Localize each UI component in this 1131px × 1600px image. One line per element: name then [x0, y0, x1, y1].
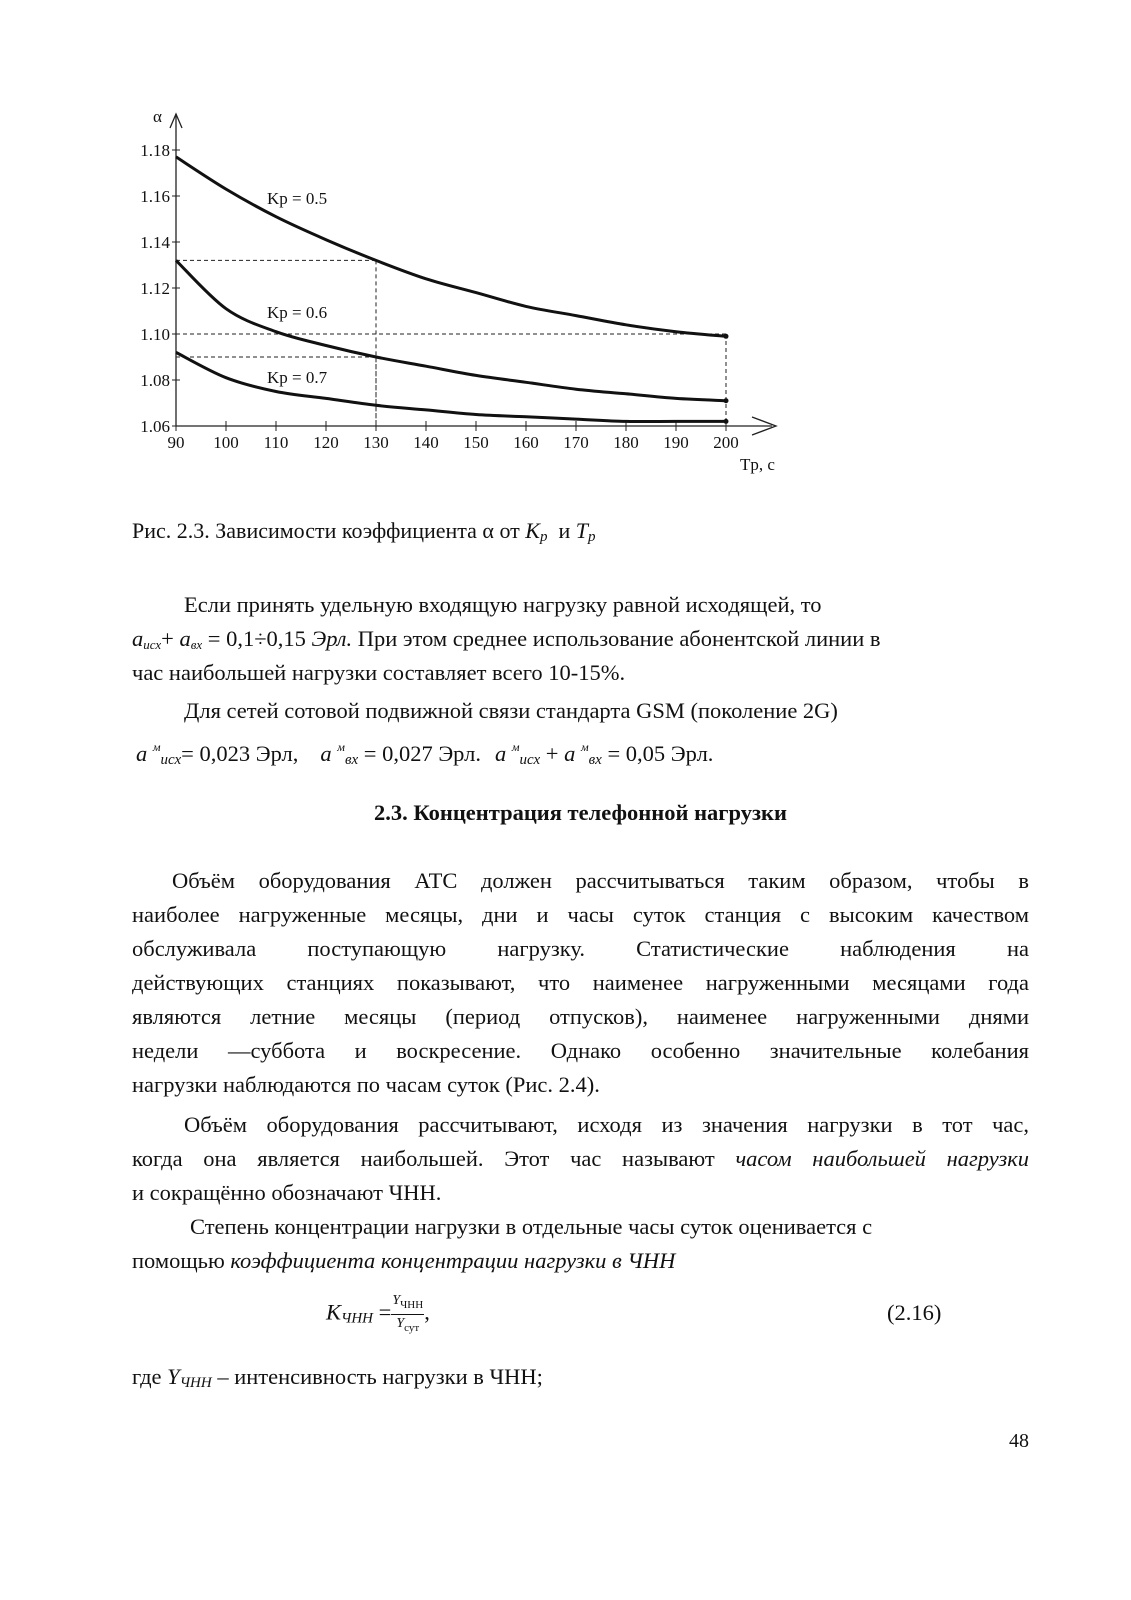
figure-caption	[132, 518, 596, 546]
y-tick-label: 1.06	[140, 417, 170, 436]
para1-line3: час наибольшей нагрузки составляет всего 10-15%.	[132, 660, 626, 685]
para4-line2	[132, 1142, 1029, 1176]
formula-eq: =	[373, 1299, 392, 1325]
chart-tick-labels	[140, 141, 739, 452]
series-label-kp-07: Kр = 0.7	[267, 368, 328, 387]
para4-term: часом наибольшей нагрузки	[735, 1146, 1029, 1171]
para5-line2-text: помощью	[132, 1248, 231, 1273]
x-tick-label: 140	[413, 433, 439, 452]
chart-curves	[176, 157, 729, 424]
f3-sub2: вх	[588, 752, 602, 768]
x-tick-label: 90	[167, 433, 185, 452]
formula-den-sub: сут	[404, 1321, 420, 1334]
a-sub-out: исх	[143, 637, 162, 652]
para3-line4: действующих станциях показывают, что наименее нагруженными месяцами года	[132, 970, 1029, 995]
para5-term: коэффициента концентрации нагрузки в ЧНН	[230, 1248, 676, 1273]
formula-k-sub: ЧНН	[341, 1310, 374, 1327]
f1-value: = 0,023 Эрл,	[181, 741, 299, 766]
para1-line1: Если принять удельную входящую нагрузку равной исходящей, то	[184, 592, 822, 617]
formula-k: K	[326, 1299, 342, 1325]
equation-value: = 0,1÷0,15	[202, 626, 312, 651]
formula-k-chnn	[326, 1292, 430, 1337]
where-rest: – интенсивность нагрузки в ЧНН;	[211, 1364, 543, 1389]
para2-line1: Для сетей сотовой подвижной связи стандарта GSM (поколение 2G)	[184, 698, 838, 723]
plus-sign: +	[161, 626, 180, 651]
a-var: a	[132, 626, 144, 651]
series-label-kp-06: Kр = 0.6	[267, 303, 328, 322]
formula-comma: ,	[424, 1299, 430, 1325]
formula-num-sub: ЧНН	[400, 1298, 424, 1311]
para5-line1: Степень концентрации нагрузки в отдельные часы суток оценивается с	[190, 1214, 873, 1239]
para5-line2	[132, 1244, 675, 1278]
para3-line1: Объём оборудования АТС должен рассчитываться таким образом, чтобы в	[172, 868, 1029, 893]
para4-line1: Объём оборудования рассчитывают, исходя из значения нагрузки в тот час,	[184, 1112, 1029, 1137]
y-tick-label: 1.18	[140, 141, 170, 160]
curve-end-point	[724, 398, 729, 403]
para3-line7: нагрузки наблюдаются по часам суток (Рис. 2.4).	[132, 1072, 600, 1097]
para3-line6: недели —суббота и воскресение. Однако особенно значительные колебания	[132, 1038, 1029, 1063]
where-line	[132, 1360, 543, 1400]
y-tick-label: 1.14	[140, 233, 170, 252]
para3-line3: обслуживала поступающую нагрузку. Статистические наблюдения на	[132, 936, 1029, 961]
caption-k: K	[525, 518, 540, 543]
curve-kp-7	[176, 352, 726, 421]
x-tick-label: 120	[313, 433, 339, 452]
page-number: 48	[1009, 1430, 1029, 1452]
y-tick-label: 1.08	[140, 371, 170, 390]
caption-t: T	[575, 518, 588, 543]
alpha-dependency-chart	[120, 100, 800, 480]
where-y: Y	[167, 1364, 180, 1389]
f3-sub: исх	[519, 752, 541, 768]
para4-line3: и сокращённо обозначают ЧНН.	[132, 1180, 442, 1205]
curve-end-point	[724, 334, 729, 339]
y-tick-label: 1.12	[140, 279, 170, 298]
f2-a: a	[320, 741, 338, 766]
x-tick-label: 190	[663, 433, 689, 452]
gsm-formulas	[136, 730, 713, 777]
x-tick-label: 160	[513, 433, 539, 452]
f3-a: a	[494, 741, 512, 766]
a-sub-in: вх	[190, 637, 203, 652]
unit-erl: Эрл.	[311, 626, 353, 651]
curve-kp-5	[176, 157, 726, 336]
f1-sup: м	[152, 740, 161, 754]
x-tick-label: 180	[613, 433, 639, 452]
series-label-kp-05: Kр = 0.5	[267, 189, 328, 208]
caption-k-sub: р	[539, 529, 548, 545]
y-tick-label: 1.16	[140, 187, 170, 206]
y-tick-label: 1.10	[140, 325, 170, 344]
curve-end-point	[724, 419, 729, 424]
para4-line2-text: когда она является наибольшей. Этот час называют	[132, 1146, 736, 1171]
para3-line5: являются летние месяцы (период отпусков), наименее нагруженными днями	[132, 1004, 1029, 1029]
x-tick-label: 100	[213, 433, 239, 452]
f3-value: = 0,05 Эрл.	[601, 741, 714, 766]
f1-a: a	[136, 741, 153, 766]
f1-sub: исх	[160, 752, 182, 768]
f2-value: = 0,027 Эрл.	[358, 741, 481, 766]
f3-plus: +	[540, 741, 565, 766]
y-axis-label: α	[153, 107, 162, 126]
caption-mid: и	[547, 518, 576, 543]
a-var-2: a	[179, 626, 191, 651]
curve-kp-6	[176, 260, 726, 400]
formula-num: Y	[392, 1293, 401, 1308]
formula-den: Y	[396, 1315, 405, 1331]
where-y-sub: ЧНН	[179, 1375, 212, 1391]
para3-line2: наиболее нагруженные месяцы, дни и часы суток станция с высоким качеством	[132, 902, 1029, 927]
formula-fraction	[391, 1292, 424, 1337]
f3-sup: м	[511, 740, 520, 754]
caption-t-sub: р	[588, 529, 596, 545]
f2-sub: вх	[344, 752, 359, 768]
x-tick-label: 150	[463, 433, 489, 452]
section-heading: 2.3. Концентрация телефонной нагрузки	[374, 800, 787, 825]
para1-rest: При этом среднее использование абонентской линии в	[352, 626, 881, 651]
x-tick-label: 110	[263, 433, 289, 452]
formula-number: (2.16)	[887, 1300, 942, 1325]
where-prefix: где	[132, 1364, 168, 1389]
x-tick-label: 130	[363, 433, 389, 452]
f3-sup2: м	[580, 740, 589, 754]
x-tick-label: 200	[713, 433, 739, 452]
x-tick-label: 170	[563, 433, 589, 452]
f2-sup: м	[337, 740, 345, 754]
x-axis-label: Tр, с	[740, 455, 775, 474]
f3-b: a	[564, 741, 581, 766]
caption-text: Рис. 2.3. Зависимости коэффициента α от	[132, 518, 526, 543]
